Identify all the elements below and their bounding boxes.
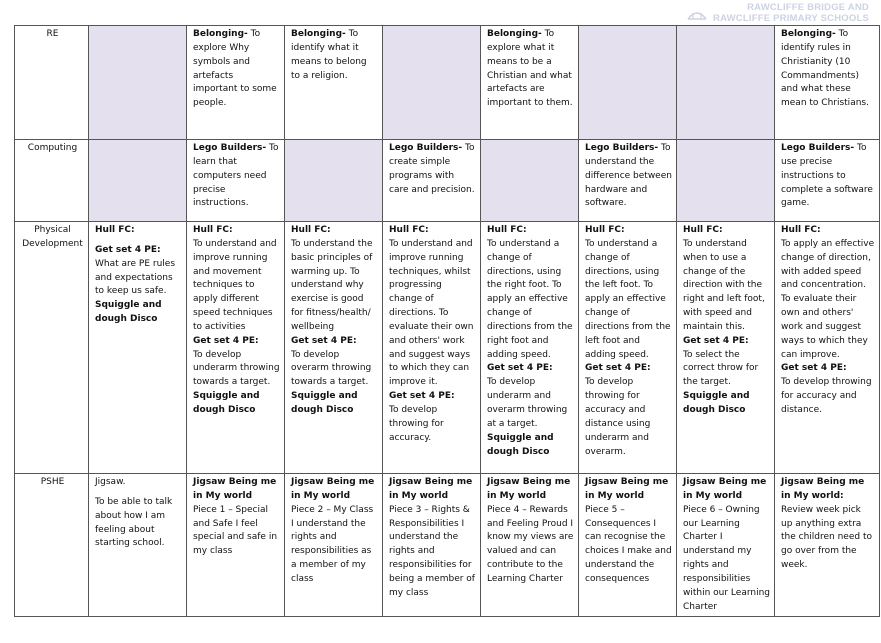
curriculum-table <box>14 25 880 617</box>
computing-cell-5 <box>481 140 579 222</box>
re-cell-7 <box>677 26 775 140</box>
subject-re: RE <box>15 26 89 140</box>
re-cell-8: Belonging- To identify rules in Christianity (10 Commandments) and what these mean to Christians. <box>775 26 880 140</box>
pe-cell-8: Hull FC: To apply an effective change of direction, with added speed and concentration. To evaluate their own and others' work and suggest ways to which they can improve. Get set 4 PE: To develop throwing for accuracy and distance. <box>775 222 880 474</box>
pe-cell-5: Hull FC: To understand a change of directions, using the right foot. To apply an effective change of directions from the right foot and adding speed. Get set 4 PE: To develop underarm and overarm throwing at a target. Squiggle and dough Disco <box>481 222 579 474</box>
pe-cell-6: Hull FC: To understand a change of directions, using the left foot. To apply an effective change of directions from the left foot and adding speed. Get set 4 PE: To develop throwing for accuracy and distance using underarm and overarm. <box>579 222 677 474</box>
pshe-row <box>15 474 880 617</box>
subject-pe-line2: Development <box>22 238 83 249</box>
computing-row <box>15 140 880 222</box>
re-cell-6 <box>579 26 677 140</box>
pshe-cell-4: Jigsaw Being me in My world Piece 3 – Rights & Responsibilities I understand the rights and responsibilities for being a member of my class <box>383 474 481 617</box>
pshe-cell-1: Jigsaw. To be able to talk about how I am feeling about starting school. <box>89 474 187 617</box>
computing-cell-2: Lego Builders- To learn that computers need precise instructions. <box>187 140 285 222</box>
pshe-cell-2: Jigsaw Being me in My world Piece 1 – Special and Safe I feel special and safe in my class <box>187 474 285 617</box>
computing-cell-6: Lego Builders- To understand the difference between hardware and software. <box>579 140 677 222</box>
computing-cell-4: Lego Builders- To create simple programs with care and precision. <box>383 140 481 222</box>
pe-cell-4: Hull FC: To understand and improve running techniques, whilst progressing change of directions. To evaluate their own and others' work and suggest ways to which they can improve it. Get set 4 PE: To develop throwing for accuracy. <box>383 222 481 474</box>
school-name-line1: RAWCLIFFE BRIDGE AND <box>747 2 869 13</box>
pshe-cell-5: Jigsaw Being me in My world Piece 4 – Rewards and Feeling Proud I know my views are valued and can contribute to the Learning Charter <box>481 474 579 617</box>
pe-cell-1: Hull FC: Get set 4 PE: What are PE rules and expectations to keep us safe. Squiggle and dough Disco <box>89 222 187 474</box>
re-cell-3: Belonging- To identify what it means to belong to a religion. <box>285 26 383 140</box>
subject-pe-line1: Physical <box>34 225 71 235</box>
school-name-line2: RAWCLIFFE PRIMARY SCHOOLS <box>713 13 869 24</box>
school-watermark <box>713 2 869 24</box>
computing-cell-1 <box>89 140 187 222</box>
pshe-cell-8: Jigsaw Being me in My world: Review week pick up anything extra the children need to go over from the week. <box>775 474 880 617</box>
re-cell-4 <box>383 26 481 140</box>
re-row <box>15 26 880 140</box>
computing-cell-8: Lego Builders- To use precise instructions to complete a software game. <box>775 140 880 222</box>
pshe-cell-6: Jigsaw Being me in My world Piece 5 – Consequences I can recognise the choices I make and understand the consequences <box>579 474 677 617</box>
subject-computing: Computing <box>15 140 89 222</box>
re-cell-1 <box>89 26 187 140</box>
re-cell-5: Belonging- To explore what it means to be a Christian and what artefacts are important to them. <box>481 26 579 140</box>
computing-cell-3 <box>285 140 383 222</box>
pe-cell-2: Hull FC: To understand and improve running and movement techniques to apply different speed techniques to activities Get set 4 PE: To develop underarm throwing towards a target. Squiggle and dough Disco <box>187 222 285 474</box>
subject-pshe: PSHE <box>15 474 89 617</box>
pshe-cell-7: Jigsaw Being me in My world Piece 6 – Owning our Learning Charter I understand my rights and responsibilities within our Learning Charter <box>677 474 775 617</box>
pe-row <box>15 222 880 474</box>
pe-cell-7: Hull FC: To understand when to use a change of the direction with the right and left foot, with speed and maintain this. Get set 4 PE: To select the correct throw for the target. Squiggle and dough Disco <box>677 222 775 474</box>
subject-pe <box>15 222 89 474</box>
computing-cell-7 <box>677 140 775 222</box>
pshe-cell-3: Jigsaw Being me in My world Piece 2 – My Class I understand the rights and responsibilities as a member of my class <box>285 474 383 617</box>
re-cell-2: Belonging- To explore Why symbols and artefacts important to some people. <box>187 26 285 140</box>
pe-cell-3: Hull FC: To understand the basic principles of warming up. To understand why exercise is good for fitness/health/ wellbeing Get set 4 PE: To develop overarm throwing towards a target. Squiggle and dough Disco <box>285 222 383 474</box>
bridge-logo-icon <box>687 7 707 21</box>
